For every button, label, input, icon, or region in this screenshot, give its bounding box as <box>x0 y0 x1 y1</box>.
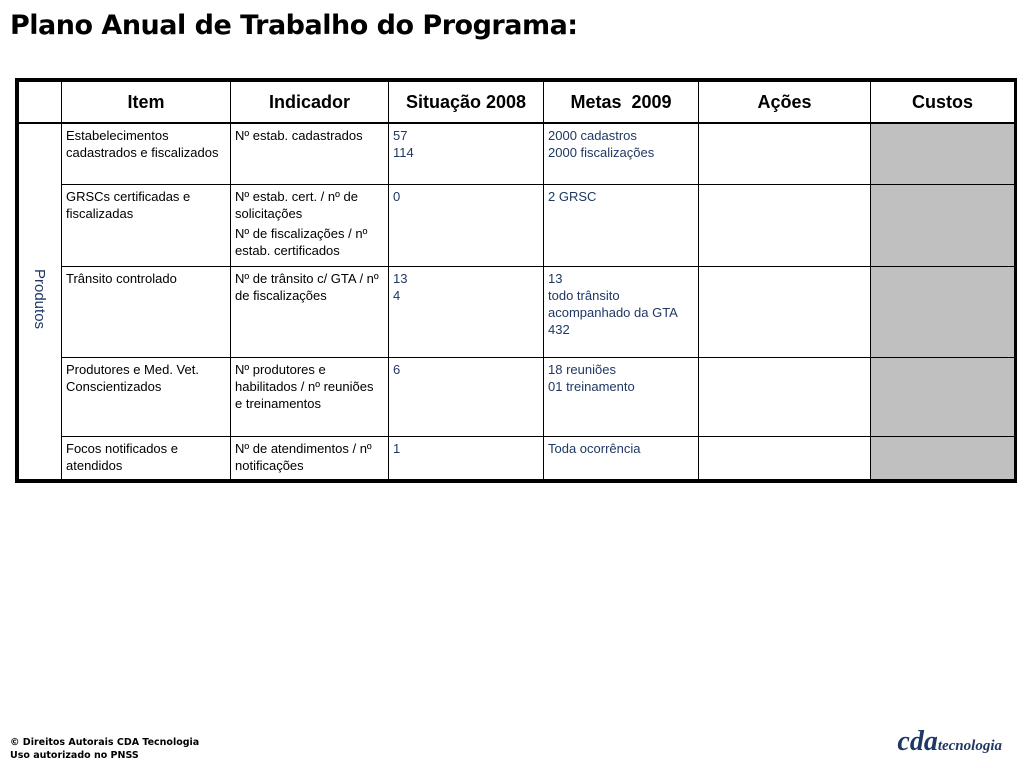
cell-custos <box>871 123 1015 184</box>
cell-metas <box>544 266 699 357</box>
table-row <box>19 184 1015 266</box>
copyright-line: © Direitos Autorais CDA Tecnologia <box>10 737 200 748</box>
cell-metas <box>544 436 699 479</box>
cell-text: 4 <box>393 287 401 303</box>
header-custos: Custos <box>871 82 1015 124</box>
cell-custos <box>871 266 1015 357</box>
table-row <box>19 266 1015 357</box>
cell-acoes <box>699 436 871 479</box>
cell-text: Nº produtores e habilitados / nº reuniões e treinamentos <box>235 361 374 411</box>
cell-text: Focos notificados e atendidos <box>66 440 179 473</box>
cell-situacao <box>389 123 544 184</box>
header-metas-2009: Metas 2009 <box>544 82 699 124</box>
cell-text: Nº de trânsito c/ GTA / nº de fiscalizações <box>235 270 379 303</box>
table-row <box>19 123 1015 184</box>
cell-text: 13 <box>548 270 563 286</box>
cell-custos <box>871 436 1015 479</box>
cell-custos <box>871 184 1015 266</box>
cell-metas <box>544 357 699 436</box>
cell-indicador <box>231 357 389 436</box>
cell-text: Produtores e Med. Vet. Conscientizados <box>66 361 199 394</box>
cell-text: 57 <box>393 128 408 143</box>
cell-text: 6 <box>393 361 401 377</box>
cell-text: Nº de atendimentos / nº notificações <box>235 440 372 473</box>
cell-indicador <box>231 266 389 357</box>
cell-text: 114 <box>393 145 414 160</box>
cell-text: Nº de fiscalizações / nº estab. certificados <box>235 225 368 258</box>
cell-text: 0 <box>393 188 401 204</box>
logo-cda-text: cda <box>897 726 938 757</box>
cell-acoes <box>699 184 871 266</box>
cell-text: 1 <box>393 440 401 456</box>
cell-text: 2000 fiscalizações <box>548 145 655 160</box>
cell-text: todo trânsito acompanhado da GTA <box>548 287 678 320</box>
cell-item <box>62 357 231 436</box>
cell-text: Nº estab. cert. / nº de solicitações <box>235 188 358 221</box>
table-row <box>19 436 1015 479</box>
cell-text: Toda ocorrência <box>548 440 641 456</box>
logo-tecnologia-text: tecnologia <box>937 738 1002 754</box>
cell-text: Estabelecimentos cadastrados e fiscalizados <box>66 128 219 160</box>
page-title: Plano Anual de Trabalho do Programa: <box>10 10 578 41</box>
group-cell <box>19 123 62 479</box>
header-acoes: Ações <box>699 82 871 124</box>
work-plan-table-frame <box>15 78 1017 483</box>
cell-situacao <box>389 357 544 436</box>
cell-item <box>62 123 231 184</box>
table-row <box>19 357 1015 436</box>
usage-line: Uso autorizado no PNSS <box>10 750 139 761</box>
cda-logo <box>897 726 1002 758</box>
cell-metas <box>544 184 699 266</box>
header-situacao-2008: Situação 2008 <box>389 82 544 124</box>
group-label-produtos: Produtos <box>31 269 48 330</box>
header-row <box>19 82 1015 124</box>
cell-item <box>62 266 231 357</box>
cell-metas <box>544 123 699 184</box>
cell-acoes <box>699 123 871 184</box>
copyright-footer <box>10 736 199 762</box>
cell-text: 2000 cadastros <box>548 128 637 143</box>
cell-text: 2 GRSC <box>548 188 597 204</box>
cell-indicador <box>231 123 389 184</box>
cell-indicador <box>231 184 389 266</box>
cell-text: Trânsito controlado <box>66 270 177 286</box>
cell-situacao <box>389 266 544 357</box>
cell-acoes <box>699 266 871 357</box>
cell-indicador <box>231 436 389 479</box>
cell-item <box>62 184 231 266</box>
header-group <box>19 82 62 124</box>
cell-text: 18 reuniões <box>548 361 616 377</box>
cell-text: Nº estab. cadastrados <box>235 128 363 143</box>
cell-text: 01 treinamento <box>548 378 635 394</box>
cell-situacao <box>389 184 544 266</box>
header-item: Item <box>62 82 231 124</box>
header-indicador: Indicador <box>231 82 389 124</box>
cell-text: 432 <box>548 321 570 337</box>
cell-text: 13 <box>393 270 408 286</box>
cell-custos <box>871 357 1015 436</box>
cell-text: GRSCs certificadas e fiscalizadas <box>66 188 191 221</box>
cell-situacao <box>389 436 544 479</box>
cell-item <box>62 436 231 479</box>
work-plan-table <box>18 81 1015 480</box>
cell-acoes <box>699 357 871 436</box>
